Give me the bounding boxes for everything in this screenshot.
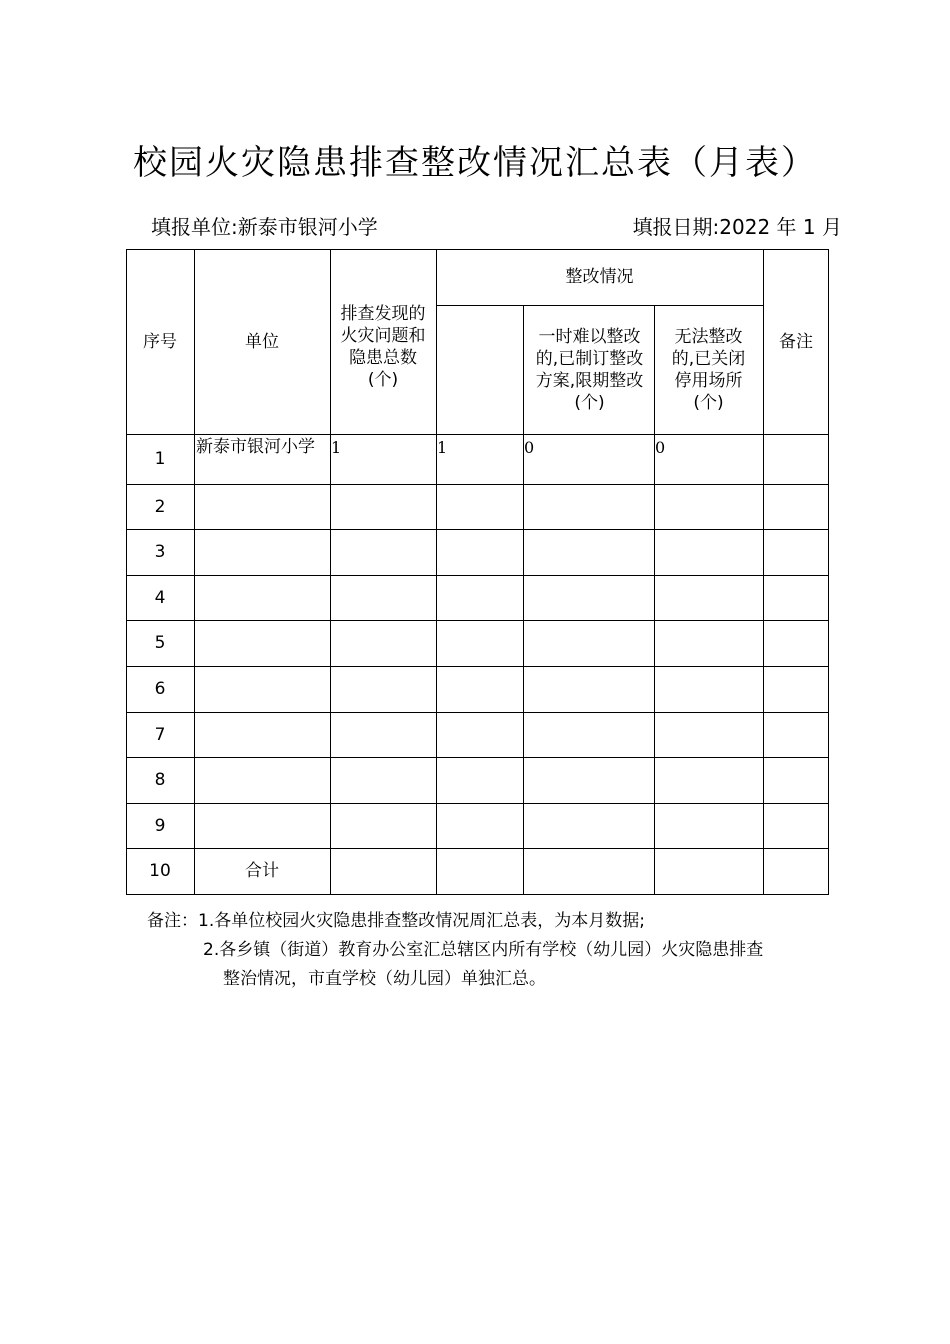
summary-table	[126, 249, 829, 894]
cell-plan	[523, 757, 654, 803]
cell-done	[436, 666, 523, 712]
cell-unit	[194, 757, 330, 803]
cell-closed: 0	[655, 438, 666, 457]
cell-unit	[194, 620, 330, 666]
grid-vline	[654, 305, 655, 894]
cell-closed	[654, 529, 763, 575]
fill-date: 填报日期:2022 年 1 月	[632, 215, 842, 239]
cell-done	[436, 529, 523, 575]
cell-unit	[194, 484, 330, 529]
cell-seq: 4	[154, 587, 166, 608]
header-rectify-done	[436, 305, 523, 434]
cell-found	[330, 529, 436, 575]
grid-hline	[126, 757, 829, 758]
fill-unit: 填报单位:新泰市银河小学	[151, 215, 378, 239]
grid-hline	[126, 803, 829, 804]
cell-remark	[763, 848, 829, 894]
grid-vline	[330, 249, 331, 894]
cell-seq: 2	[154, 496, 166, 517]
cell-done	[436, 484, 523, 529]
cell-found	[330, 666, 436, 712]
cell-seq: 5	[154, 633, 166, 653]
cell-done: 1	[437, 438, 448, 457]
grid-vline	[828, 249, 829, 895]
cell-unit	[194, 712, 330, 757]
cell-found	[330, 757, 436, 803]
grid-hline	[126, 848, 829, 849]
cell-seq: 9	[154, 815, 166, 836]
cell-found	[330, 803, 436, 848]
cell-done	[436, 712, 523, 757]
grid-vline	[194, 249, 195, 894]
cell-remark	[763, 803, 829, 848]
cell-unit	[194, 666, 330, 712]
cell-found	[330, 484, 436, 529]
cell-done	[436, 575, 523, 620]
cell-seq: 10	[149, 861, 171, 881]
cell-plan	[523, 666, 654, 712]
cell-plan: 0	[524, 438, 535, 457]
header-rectify-closed: 无法整改的,已关闭停用场所(个)	[671, 326, 746, 413]
cell-seq: 7	[154, 724, 166, 745]
cell-seq: 1	[154, 449, 166, 469]
cell-remark	[763, 620, 829, 666]
cell-seq: 3	[154, 542, 166, 562]
grid-hline	[126, 666, 829, 667]
cell-closed	[654, 848, 763, 894]
page-title: 校园火灾隐患排查整改情况汇总表（月表）	[133, 143, 817, 183]
cell-closed	[654, 666, 763, 712]
grid-hline	[126, 575, 829, 576]
cell-remark	[763, 666, 829, 712]
cell-remark	[763, 529, 829, 575]
grid-hline	[126, 529, 829, 530]
note-line-3: 整治情况，市直学校（幼儿园）单独汇总。	[223, 969, 546, 989]
cell-closed	[654, 803, 763, 848]
cell-plan	[523, 575, 654, 620]
cell-plan	[523, 620, 654, 666]
grid-hline	[126, 484, 829, 485]
cell-closed	[654, 620, 763, 666]
cell-closed	[654, 575, 763, 620]
cell-plan	[523, 529, 654, 575]
grid-vline	[523, 305, 524, 894]
cell-remark	[763, 712, 829, 757]
grid-hline	[436, 305, 763, 306]
grid-hline	[126, 434, 829, 435]
grid-hline	[126, 620, 829, 621]
cell-closed	[654, 757, 763, 803]
cell-found	[330, 575, 436, 620]
grid-hline	[126, 712, 829, 713]
notes	[147, 907, 764, 994]
header-rectify-plan: 一时难以整改的,已制订整改方案,限期整改(个)	[535, 326, 644, 413]
note-line-2: 2.各乡镇（街道）教育办公室汇总辖区内所有学校（幼儿园）火灾隐患排查	[203, 940, 764, 960]
cell-found: 1	[331, 438, 342, 457]
cell-done	[436, 620, 523, 666]
cell-remark	[763, 484, 829, 529]
cell-plan	[523, 484, 654, 529]
cell-closed	[654, 484, 763, 529]
cell-unit	[194, 803, 330, 848]
cell-plan	[523, 712, 654, 757]
header-unit: 单位	[245, 331, 279, 352]
grid-hline	[126, 249, 829, 250]
cell-seq: 6	[154, 679, 166, 699]
cell-found	[330, 848, 436, 894]
grid-vline	[763, 249, 764, 894]
header-remarks: 备注	[779, 331, 813, 352]
grid-vline	[436, 249, 437, 894]
note-line-1: 备注：1.各单位校园火灾隐患排查整改情况周汇总表，为本月数据;	[147, 911, 645, 931]
header-seq: 序号	[143, 331, 177, 352]
cell-unit	[194, 575, 330, 620]
header-rectify-group: 整改情况	[565, 267, 634, 287]
header-found-total: 排查发现的火灾问题和隐患总数(个)	[340, 304, 426, 390]
cell-done	[436, 848, 523, 894]
cell-unit	[194, 529, 330, 575]
cell-done	[436, 757, 523, 803]
cell-remark	[763, 434, 829, 484]
cell-unit: 合计	[245, 861, 279, 881]
cell-remark	[763, 757, 829, 803]
cell-plan	[523, 803, 654, 848]
cell-remark	[763, 575, 829, 620]
cell-seq: 8	[154, 770, 166, 790]
cell-closed	[654, 712, 763, 757]
cell-found	[330, 712, 436, 757]
cell-unit: 新泰市银河小学	[196, 437, 315, 457]
cell-plan	[523, 848, 654, 894]
grid-vline	[126, 249, 127, 894]
grid-hline	[126, 894, 829, 895]
cell-found	[330, 620, 436, 666]
cell-done	[436, 803, 523, 848]
